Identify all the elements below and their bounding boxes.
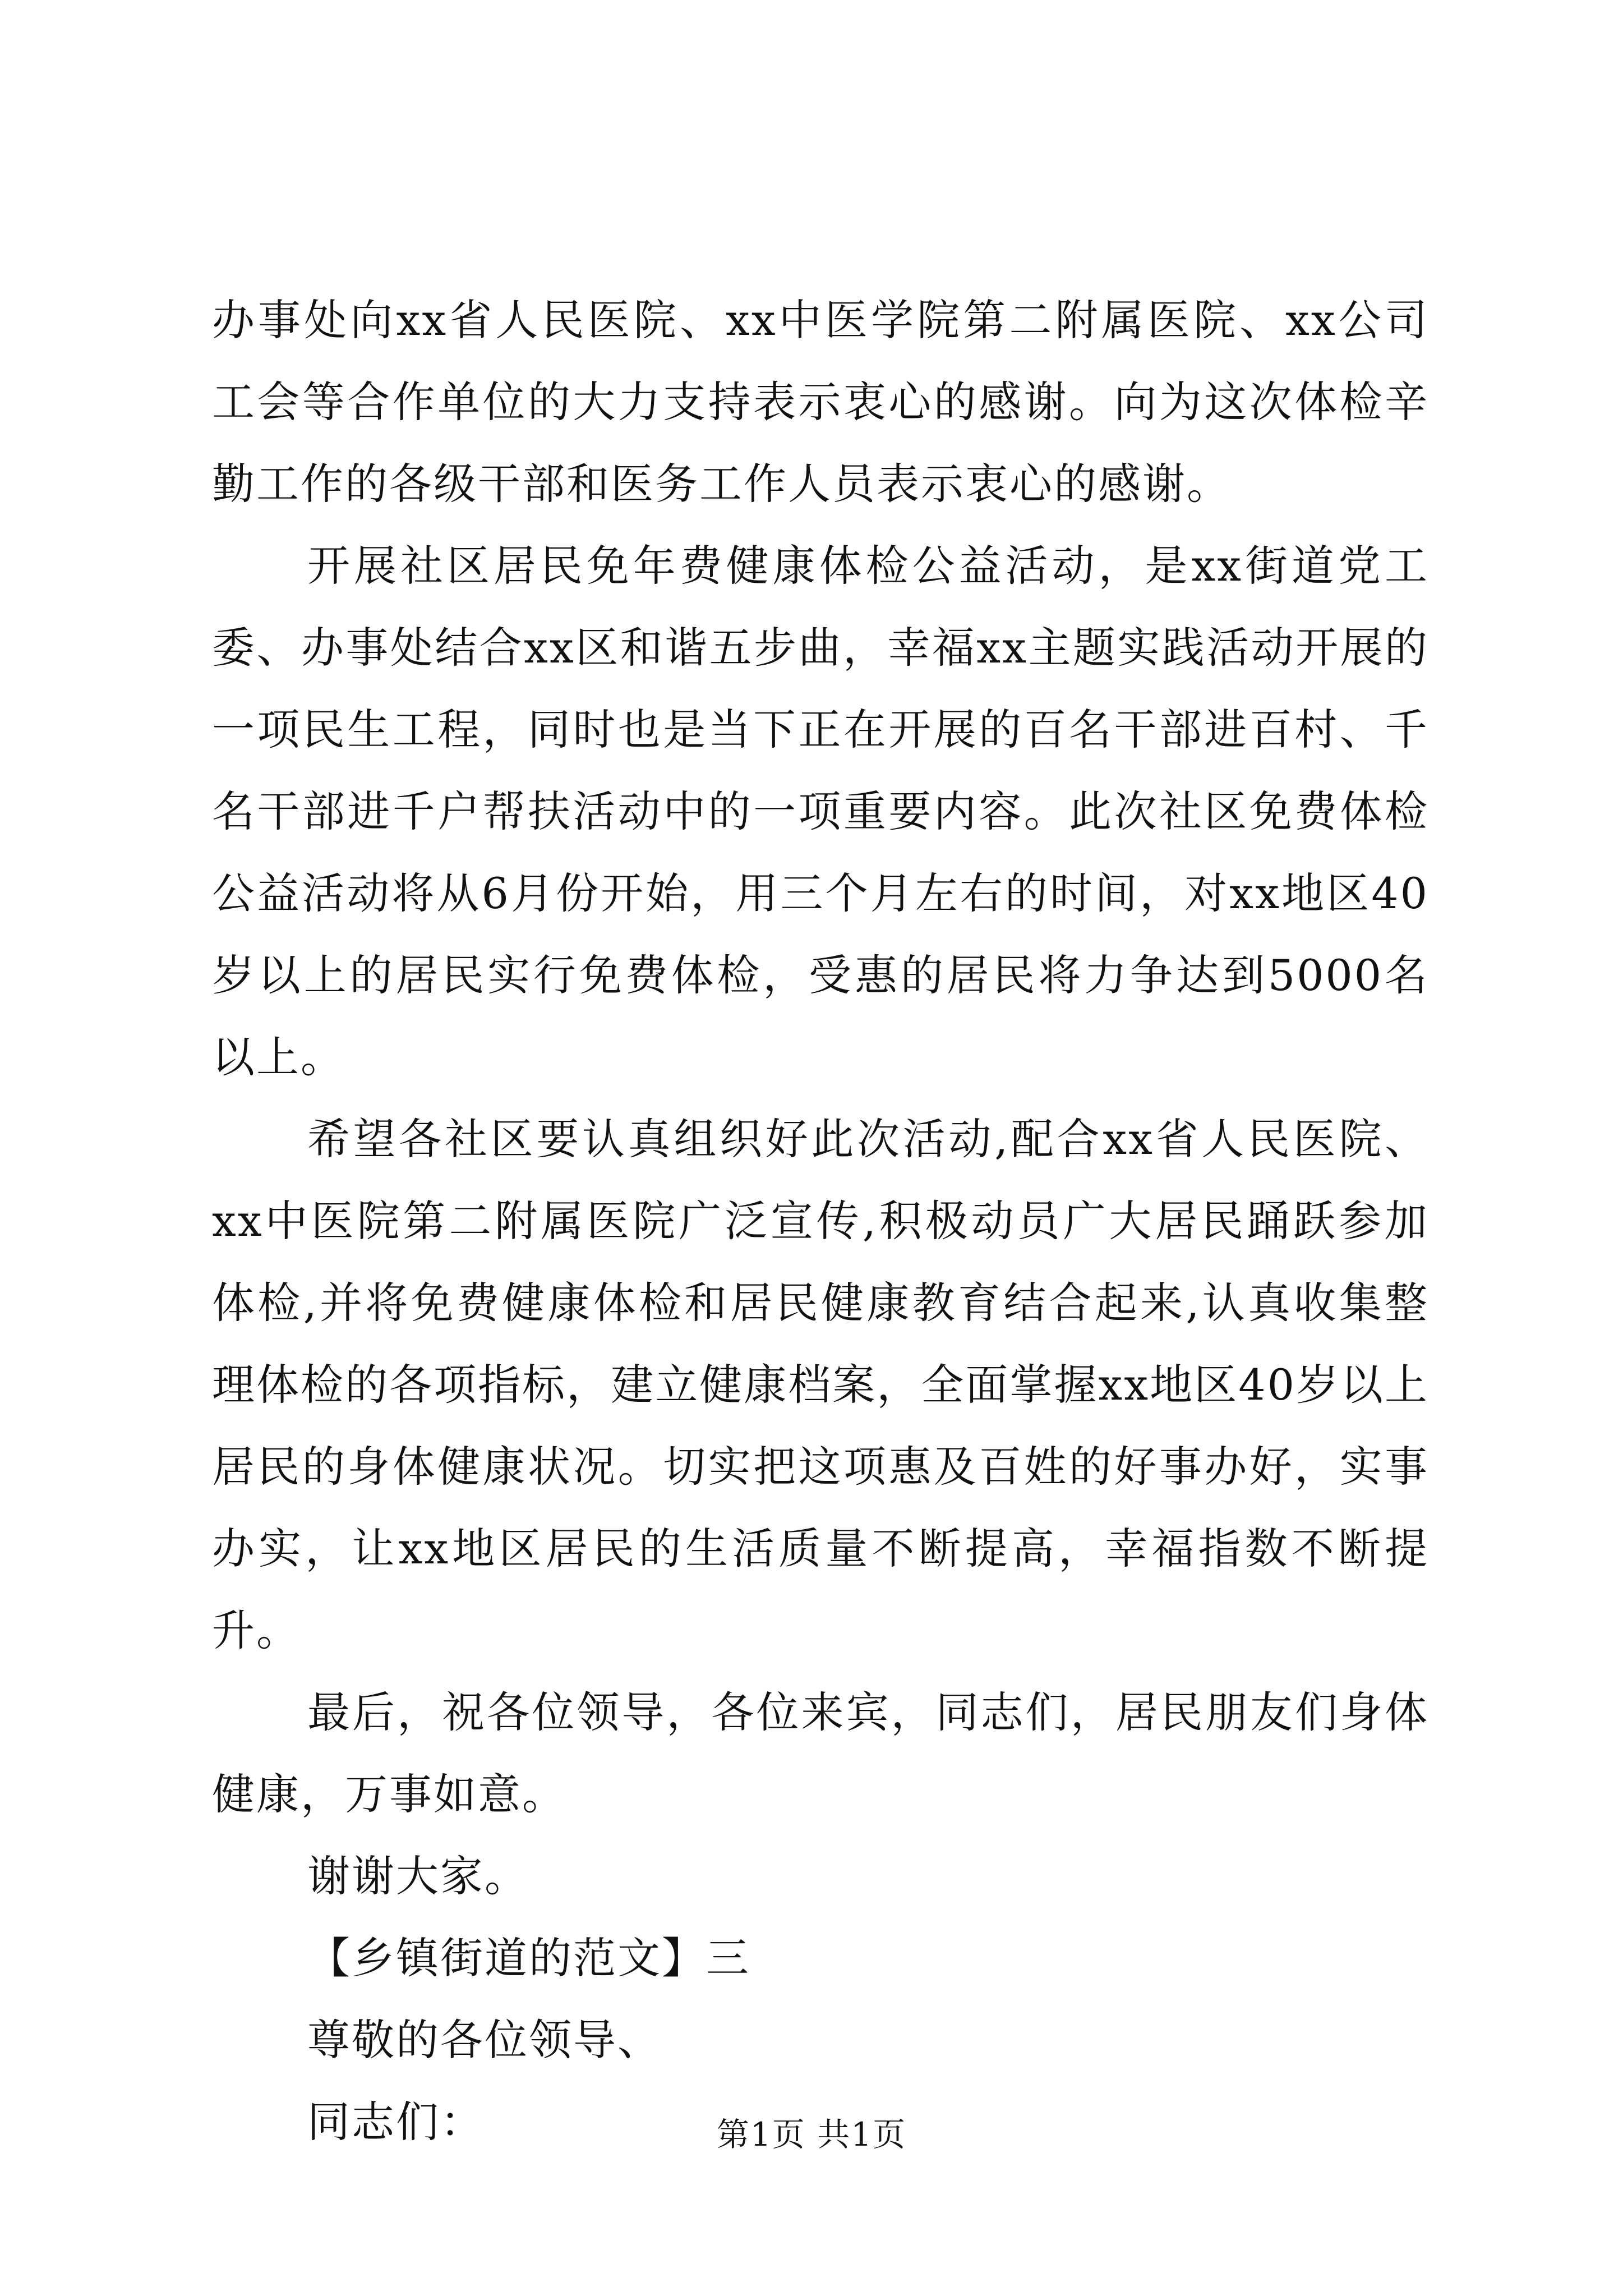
document-body [212, 279, 1429, 2163]
salutation-comrades: 同志们： [307, 2097, 485, 2147]
section-heading: 【乡镇街道的范文】三 [307, 1933, 750, 1983]
paragraph-activity-intro: 开展社区居民免年费健康体检公益活动，是xx街道党工委、办事处结合xx区和谐五步曲，幸福xx主题实践活动开展的一项民生工程，同时也是当下正在开展的百名干部进百村、千名干部进千户帮扶活动中的一项重要内容。此次社区免费体检公益活动将从6月份开始，用三个月左右的时间，对xx地区40岁以上的居民实行免费体检，受惠的居民将力争达到5000名以上。 [212, 541, 1429, 1082]
paragraph-hopes: 希望各社区要认真组织好此次活动,配合xx省人民医院、xx中医院第二附属医院广泛宣传,积极动员广大居民踊跃参加体检,并将免费健康体检和居民健康教育结合起来,认真收集整理体检的各项指标，建立健康档案，全面掌握xx地区40岁以上居民的身体健康状况。切实把这项惠及百姓的好事办好，实事办实，让xx地区居民的生活质量不断提高，幸福指数不断提升。 [212, 1114, 1429, 1655]
paragraph-thanks: 办事处向xx省人民医院、xx中医学院第二附属医院、xx公司工会等合作单位的大力支持表示衷心的感谢。向为这次体检辛勤工作的各级干部和医务工作人员表示衷心的感谢。 [212, 295, 1429, 509]
salutation-leaders: 尊敬的各位领导、 [307, 2015, 662, 2065]
paragraph-wishes: 最后，祝各位领导，各位来宾，同志们，居民朋友们身体健康，万事如意。 [212, 1687, 1429, 1819]
page-number-footer: 第1页 共1页 [716, 2115, 907, 2154]
paragraph-thank-you: 谢谢大家。 [307, 1851, 529, 1901]
